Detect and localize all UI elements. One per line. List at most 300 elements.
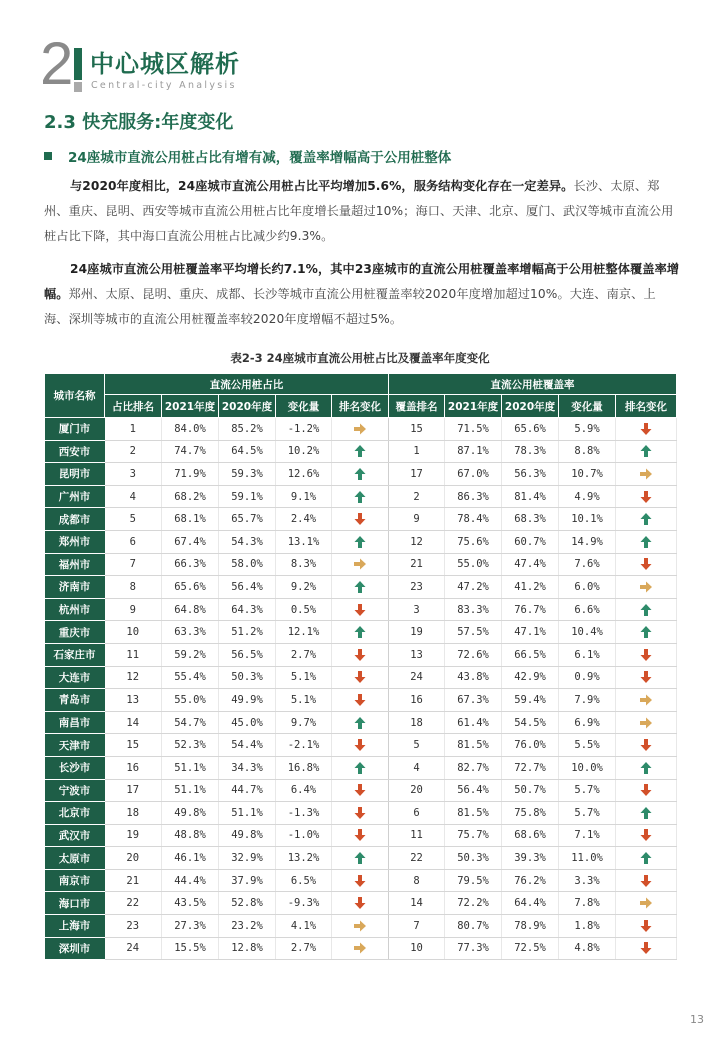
rank-change-cell: [616, 508, 677, 531]
table-cell: 16.8%: [276, 756, 332, 779]
table-cell: 67.0%: [445, 463, 502, 486]
rank-change-cell: [332, 802, 389, 825]
table-cell: 39.3%: [502, 847, 559, 870]
rank-change-cell: [616, 734, 677, 757]
rank-change-cell: [616, 440, 677, 463]
table-cell: 2: [105, 440, 162, 463]
table-cell: 56.3%: [502, 463, 559, 486]
table-cell: 5: [389, 734, 445, 757]
paragraph-1: [44, 174, 680, 249]
table-cell: 34.3%: [219, 756, 276, 779]
rank-change-cell: [616, 553, 677, 576]
arrow-right-icon: [353, 941, 367, 955]
rank-change-cell: [616, 779, 677, 802]
data-table: [44, 373, 677, 960]
table-cell: 50.7%: [502, 779, 559, 802]
table-cell: 23: [389, 576, 445, 599]
table-cell: 6.6%: [559, 598, 616, 621]
table-cell: 6.1%: [559, 643, 616, 666]
chapter-title: 中心城区解析: [90, 50, 240, 78]
paragraph-1-bold: 与2020年度相比，24座城市直流公用桩占比平均增加5.6%，服务结构变化存在一定差异。: [70, 179, 574, 193]
table-cell: 77.3%: [445, 937, 502, 960]
table-cell: 76.2%: [502, 869, 559, 892]
table-cell: 78.9%: [502, 915, 559, 938]
page-number: 13: [690, 1013, 704, 1026]
table-cell: 0.9%: [559, 666, 616, 689]
table-cell: 72.5%: [502, 937, 559, 960]
table-cell: 63.3%: [162, 621, 219, 644]
arrow-right-icon: [639, 580, 653, 594]
table-cell: 47.4%: [502, 553, 559, 576]
table-row: [45, 508, 677, 531]
table-cell: 4.8%: [559, 937, 616, 960]
rank-change-cell: [332, 508, 389, 531]
col-header: 排名变化: [332, 395, 389, 418]
arrow-up-icon: [639, 806, 653, 820]
table-cell: 21: [105, 869, 162, 892]
table-cell: 64.4%: [502, 892, 559, 915]
table-cell: 51.1%: [162, 756, 219, 779]
rank-change-cell: [616, 463, 677, 486]
table-cell: 54.4%: [219, 734, 276, 757]
table-cell: 22: [389, 847, 445, 870]
city-name-cell: 深圳市: [45, 937, 105, 960]
table-cell: 60.7%: [502, 530, 559, 553]
arrow-down-icon: [353, 603, 367, 617]
city-name-cell: 福州市: [45, 553, 105, 576]
table-cell: 10.4%: [559, 621, 616, 644]
table-cell: 56.4%: [219, 576, 276, 599]
table-cell: 64.3%: [219, 598, 276, 621]
arrow-down-icon: [639, 783, 653, 797]
rank-change-cell: [332, 734, 389, 757]
table-cell: 64.8%: [162, 598, 219, 621]
table-row: [45, 802, 677, 825]
table-cell: 51.1%: [162, 779, 219, 802]
city-name-cell: 昆明市: [45, 463, 105, 486]
table-cell: 59.4%: [502, 689, 559, 712]
arrow-down-icon: [639, 738, 653, 752]
table-cell: 58.0%: [219, 553, 276, 576]
table-cell: 2.7%: [276, 937, 332, 960]
col-header: 变化量: [276, 395, 332, 418]
table-cell: 49.8%: [219, 824, 276, 847]
arrow-up-icon: [353, 490, 367, 504]
table-cell: 8.3%: [276, 553, 332, 576]
city-name-cell: 长沙市: [45, 756, 105, 779]
arrow-up-icon: [353, 444, 367, 458]
rank-change-cell: [616, 621, 677, 644]
rank-change-cell: [616, 666, 677, 689]
table-cell: 87.1%: [445, 440, 502, 463]
rank-change-cell: [616, 711, 677, 734]
table-row: [45, 621, 677, 644]
col-header: 2021年度: [445, 395, 502, 418]
table-cell: -1.2%: [276, 418, 332, 441]
rank-change-cell: [332, 689, 389, 712]
table-row: [45, 598, 677, 621]
city-name-cell: 石家庄市: [45, 643, 105, 666]
table-cell: 4.9%: [559, 485, 616, 508]
arrow-up-icon: [353, 467, 367, 481]
rank-change-cell: [332, 892, 389, 915]
paragraph-2-text: 郑州、太原、昆明、重庆、成都、长沙等城市直流公用桩覆盖率较2020年度增加超过10%。大连、南京、上海、深圳等城市的直流公用桩覆盖率较2020年度增幅不超过5%。: [44, 287, 656, 326]
city-name-cell: 大连市: [45, 666, 105, 689]
rank-change-cell: [332, 869, 389, 892]
table-cell: -2.1%: [276, 734, 332, 757]
table-cell: 56.4%: [445, 779, 502, 802]
table-cell: 5: [105, 508, 162, 531]
arrow-up-icon: [639, 625, 653, 639]
table-cell: 18: [105, 802, 162, 825]
table-cell: 22: [105, 892, 162, 915]
paragraph-1-text: 长沙、太原、郑州、重庆、昆明、西安等城市直流公用桩占比年度增长量超过10%；海口、天津、北京、厦门、武汉等城市直流公用桩占比下降，其中海口直流公用桩占比减少约9.3%。: [44, 179, 674, 243]
rank-change-cell: [332, 643, 389, 666]
rank-change-cell: [332, 530, 389, 553]
arrow-right-icon: [353, 919, 367, 933]
rank-change-cell: [616, 756, 677, 779]
rank-change-cell: [616, 418, 677, 441]
table-cell: 5.7%: [559, 779, 616, 802]
table-cell: 56.5%: [219, 643, 276, 666]
table-cell: 42.9%: [502, 666, 559, 689]
table-row: [45, 847, 677, 870]
table-cell: 9.2%: [276, 576, 332, 599]
table-cell: 57.5%: [445, 621, 502, 644]
table-cell: 71.5%: [445, 418, 502, 441]
rank-change-cell: [332, 553, 389, 576]
paragraph-2-bold: 24座城市直流公用桩覆盖率平均增长约7.1%，其中23座城市的直流公用桩覆盖率增幅高于公用桩整体覆盖率增幅。: [44, 262, 680, 301]
city-name-cell: 太原市: [45, 847, 105, 870]
arrow-down-icon: [353, 806, 367, 820]
rank-change-cell: [332, 915, 389, 938]
bullet-heading: [44, 146, 451, 166]
col-header: 占比排名: [105, 395, 162, 418]
table-cell: 6: [105, 530, 162, 553]
arrow-right-icon: [353, 557, 367, 571]
table-cell: 4: [105, 485, 162, 508]
table-cell: 0.5%: [276, 598, 332, 621]
table-row: [45, 463, 677, 486]
rank-change-cell: [616, 576, 677, 599]
col-header: 2021年度: [162, 395, 219, 418]
arrow-up-icon: [639, 512, 653, 526]
table-cell: 68.2%: [162, 485, 219, 508]
city-name-cell: 济南市: [45, 576, 105, 599]
table-cell: 11: [105, 643, 162, 666]
rank-change-cell: [332, 847, 389, 870]
arrow-down-icon: [353, 648, 367, 662]
table-cell: 24: [105, 937, 162, 960]
table-cell: 15: [389, 418, 445, 441]
table-cell: 72.7%: [502, 756, 559, 779]
table-cell: 14: [389, 892, 445, 915]
table-row: [45, 892, 677, 915]
arrow-down-icon: [353, 738, 367, 752]
table-cell: 78.3%: [502, 440, 559, 463]
table-cell: 75.7%: [445, 824, 502, 847]
table-cell: 13.1%: [276, 530, 332, 553]
table-cell: 11.0%: [559, 847, 616, 870]
bullet-heading-text: 24座城市直流公用桩占比有增有减，覆盖率增幅高于公用桩整体: [68, 150, 452, 166]
table-cell: 49.8%: [162, 802, 219, 825]
city-name-cell: 成都市: [45, 508, 105, 531]
table-cell: 10.7%: [559, 463, 616, 486]
table-cell: 4: [389, 756, 445, 779]
table-cell: 2.4%: [276, 508, 332, 531]
table-cell: 65.6%: [162, 576, 219, 599]
table-row: [45, 689, 677, 712]
table-cell: 6.4%: [276, 779, 332, 802]
table-cell: 51.1%: [219, 802, 276, 825]
chapter-number: 2: [40, 30, 74, 97]
table-cell: 43.8%: [445, 666, 502, 689]
rank-change-cell: [332, 485, 389, 508]
city-name-cell: 厦门市: [45, 418, 105, 441]
accent-bar-green: [74, 48, 82, 80]
table-cell: 46.1%: [162, 847, 219, 870]
table-row: [45, 779, 677, 802]
col-header: 变化量: [559, 395, 616, 418]
table-row: [45, 485, 677, 508]
table-cell: 15: [105, 734, 162, 757]
table-cell: 6: [389, 802, 445, 825]
table-cell: 17: [105, 779, 162, 802]
rank-change-cell: [332, 440, 389, 463]
table-cell: 10.1%: [559, 508, 616, 531]
table-cell: 59.2%: [162, 643, 219, 666]
table-cell: 50.3%: [219, 666, 276, 689]
col-header: 2020年度: [502, 395, 559, 418]
table-cell: 16: [389, 689, 445, 712]
table-cell: 43.5%: [162, 892, 219, 915]
rank-change-cell: [616, 802, 677, 825]
table-cell: 72.2%: [445, 892, 502, 915]
rank-change-cell: [616, 530, 677, 553]
table-caption: 表2-3 24座城市直流公用桩占比及覆盖率年度变化: [230, 351, 490, 365]
table-cell: 68.1%: [162, 508, 219, 531]
table-row: [45, 915, 677, 938]
table-cell: 5.1%: [276, 689, 332, 712]
arrow-right-icon: [639, 896, 653, 910]
table-cell: 11: [389, 824, 445, 847]
table-cell: 80.7%: [445, 915, 502, 938]
col-header: 排名变化: [616, 395, 677, 418]
table-row: [45, 418, 677, 441]
arrow-down-icon: [639, 874, 653, 888]
table-cell: 5.7%: [559, 802, 616, 825]
group-header-coverage: 直流公用桩覆盖率: [389, 374, 677, 395]
table-cell: 47.1%: [502, 621, 559, 644]
rank-change-cell: [616, 847, 677, 870]
table-cell: 84.0%: [162, 418, 219, 441]
table-cell: 27.3%: [162, 915, 219, 938]
accent-bar-gray: [74, 82, 82, 92]
city-name-cell: 北京市: [45, 802, 105, 825]
table-cell: 81.4%: [502, 485, 559, 508]
city-name-cell: 宁波市: [45, 779, 105, 802]
city-name-cell: 南京市: [45, 869, 105, 892]
city-name-cell: 青岛市: [45, 689, 105, 712]
table-cell: 67.3%: [445, 689, 502, 712]
table-cell: 81.5%: [445, 802, 502, 825]
table-cell: 10: [389, 937, 445, 960]
arrow-up-icon: [639, 444, 653, 458]
table-cell: 13: [389, 643, 445, 666]
table-cell: 13.2%: [276, 847, 332, 870]
city-name-cell: 上海市: [45, 915, 105, 938]
rank-change-cell: [616, 689, 677, 712]
section-title: 2.3 快充服务:年度变化: [44, 112, 234, 133]
arrow-up-icon: [353, 851, 367, 865]
arrow-up-icon: [353, 580, 367, 594]
rank-change-cell: [332, 463, 389, 486]
table-cell: 2: [389, 485, 445, 508]
table-row: [45, 440, 677, 463]
table-cell: 75.6%: [445, 530, 502, 553]
arrow-right-icon: [639, 467, 653, 481]
city-name-cell: 郑州市: [45, 530, 105, 553]
table-cell: 7.1%: [559, 824, 616, 847]
table-cell: 5.9%: [559, 418, 616, 441]
paragraph-2: [44, 257, 680, 332]
chapter-subtitle: Central-city Analysis: [91, 80, 237, 91]
table-cell: 79.5%: [445, 869, 502, 892]
table-cell: 12: [105, 666, 162, 689]
city-column-header: 城市名称: [45, 374, 105, 418]
arrow-down-icon: [639, 490, 653, 504]
table-cell: 7.8%: [559, 892, 616, 915]
table-cell: 8.8%: [559, 440, 616, 463]
rank-change-cell: [616, 598, 677, 621]
table-cell: 65.6%: [502, 418, 559, 441]
table-cell: 3.3%: [559, 869, 616, 892]
table-body: [45, 418, 677, 960]
arrow-down-icon: [639, 828, 653, 842]
chapter-header: [40, 30, 340, 100]
rank-change-cell: [616, 915, 677, 938]
table-cell: 47.2%: [445, 576, 502, 599]
table-cell: -9.3%: [276, 892, 332, 915]
city-name-cell: 杭州市: [45, 598, 105, 621]
table-cell: 12.1%: [276, 621, 332, 644]
table-cell: 50.3%: [445, 847, 502, 870]
table-cell: 71.9%: [162, 463, 219, 486]
arrow-down-icon: [639, 919, 653, 933]
table-cell: 59.1%: [219, 485, 276, 508]
table-cell: 66.3%: [162, 553, 219, 576]
arrow-down-icon: [353, 512, 367, 526]
arrow-down-icon: [353, 693, 367, 707]
city-name-cell: 武汉市: [45, 824, 105, 847]
table-cell: 51.2%: [219, 621, 276, 644]
table-cell: 67.4%: [162, 530, 219, 553]
table-cell: 55.0%: [162, 689, 219, 712]
rank-change-cell: [332, 621, 389, 644]
arrow-up-icon: [353, 535, 367, 549]
rank-change-cell: [616, 485, 677, 508]
arrow-up-icon: [639, 603, 653, 617]
rank-change-cell: [332, 756, 389, 779]
arrow-up-icon: [639, 535, 653, 549]
rank-change-cell: [616, 824, 677, 847]
table-cell: 59.3%: [219, 463, 276, 486]
arrow-down-icon: [353, 896, 367, 910]
table-row: [45, 576, 677, 599]
table-cell: 76.0%: [502, 734, 559, 757]
table-cell: 1: [105, 418, 162, 441]
group-header-share: 直流公用桩占比: [105, 374, 389, 395]
table-cell: 7: [105, 553, 162, 576]
table-cell: 54.5%: [502, 711, 559, 734]
arrow-up-icon: [353, 761, 367, 775]
table-row: [45, 824, 677, 847]
arrow-up-icon: [639, 761, 653, 775]
table-cell: 66.5%: [502, 643, 559, 666]
arrow-down-icon: [639, 422, 653, 436]
table-cell: 13: [105, 689, 162, 712]
table-cell: 10: [105, 621, 162, 644]
table-cell: 7.9%: [559, 689, 616, 712]
city-name-cell: 西安市: [45, 440, 105, 463]
table-cell: 85.2%: [219, 418, 276, 441]
table-cell: 74.7%: [162, 440, 219, 463]
table-row: [45, 711, 677, 734]
table-row: [45, 553, 677, 576]
table-cell: 81.5%: [445, 734, 502, 757]
table-cell: 37.9%: [219, 869, 276, 892]
table-cell: -1.3%: [276, 802, 332, 825]
table-cell: 68.3%: [502, 508, 559, 531]
arrow-down-icon: [639, 557, 653, 571]
table-cell: 10.2%: [276, 440, 332, 463]
table-cell: 20: [105, 847, 162, 870]
rank-change-cell: [332, 937, 389, 960]
arrow-down-icon: [639, 670, 653, 684]
city-name-cell: 海口市: [45, 892, 105, 915]
table-cell: 8: [389, 869, 445, 892]
arrow-down-icon: [353, 783, 367, 797]
table-cell: 21: [389, 553, 445, 576]
table-row: [45, 530, 677, 553]
table-cell: 72.6%: [445, 643, 502, 666]
table-cell: 1: [389, 440, 445, 463]
table-cell: 86.3%: [445, 485, 502, 508]
table-cell: 44.7%: [219, 779, 276, 802]
table-cell: 9.1%: [276, 485, 332, 508]
table-cell: 3: [105, 463, 162, 486]
table-cell: 17: [389, 463, 445, 486]
table-cell: 64.5%: [219, 440, 276, 463]
rank-change-cell: [616, 869, 677, 892]
table-cell: 68.6%: [502, 824, 559, 847]
table-row: [45, 666, 677, 689]
table-cell: 16: [105, 756, 162, 779]
table-row: [45, 734, 677, 757]
table-cell: 83.3%: [445, 598, 502, 621]
table-cell: 10.0%: [559, 756, 616, 779]
table-cell: 52.8%: [219, 892, 276, 915]
table-cell: 54.7%: [162, 711, 219, 734]
table-cell: 78.4%: [445, 508, 502, 531]
rank-change-cell: [332, 824, 389, 847]
table-cell: -1.0%: [276, 824, 332, 847]
arrow-right-icon: [639, 716, 653, 730]
col-header: 2020年度: [219, 395, 276, 418]
arrow-down-icon: [639, 648, 653, 662]
arrow-right-icon: [639, 693, 653, 707]
table-cell: 20: [389, 779, 445, 802]
